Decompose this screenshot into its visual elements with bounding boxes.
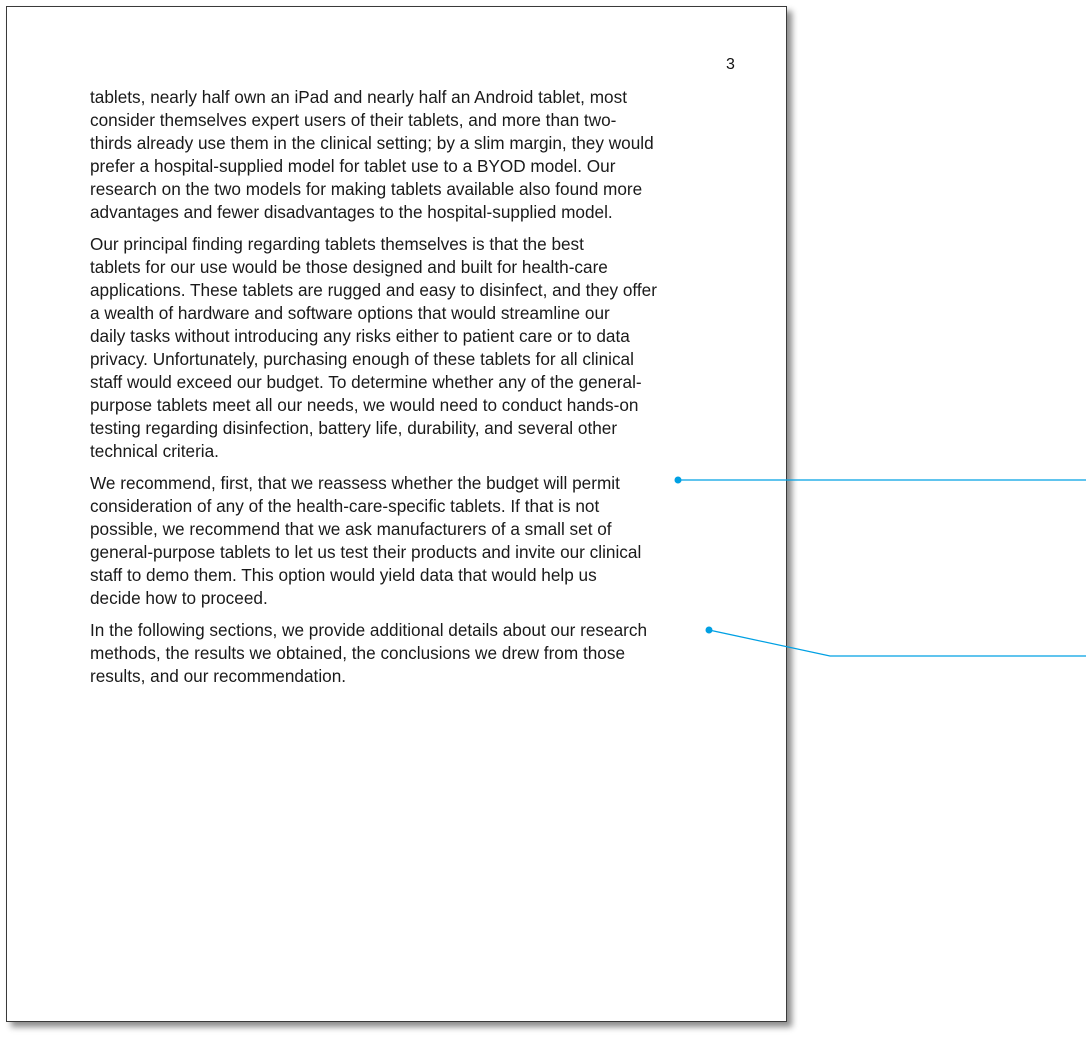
paragraph-recommendation: We recommend, first, that we reassess whether the budget will permit consideration of any of the health-care-specific tablets. If that is not possible, we recommend that we ask manufacturers of a small set of general-purpose tablets to let us test their products and invite our clinical staff to demo them. This option would yield data that would help us decide how to proceed. [90, 473, 642, 608]
body-text [90, 86, 730, 697]
paragraph-principal-finding: Our principal finding regarding tablets themselves is that the best tablets for our use would be those designed and built for health-care applications. These tablets are rugged and easy to disinfect, and they offer a wealth of hardware and software options that would streamline our daily tasks without introducing any risks either to patient care or to data privacy. Unfortunately, purchasing enough of these tablets for all clinical staff would exceed our budget. To determine whether any of the general- purpose tablets meet all our needs, we would need to conduct hands-on testing regarding disinfection, battery life, durability, and several other technical criteria. [90, 234, 657, 461]
page-number: 3 [726, 56, 735, 73]
document-page [6, 6, 787, 1022]
paragraph-results-summary: tablets, nearly half own an iPad and nearly half an Android tablet, most consider themselves expert users of their tablets, and more than two- thirds already use them in the clinical setting; by a slim margin, they would prefer a hospital-supplied model for tablet use to a BYOD model. Our research on the two models for making tablets available also found more advantages and fewer disadvantages to the hospital-supplied model. [90, 87, 654, 222]
paragraph-following-sections: In the following sections, we provide additional details about our research methods, the results we obtained, the conclusions we drew from those results, and our recommendation. [90, 620, 648, 686]
